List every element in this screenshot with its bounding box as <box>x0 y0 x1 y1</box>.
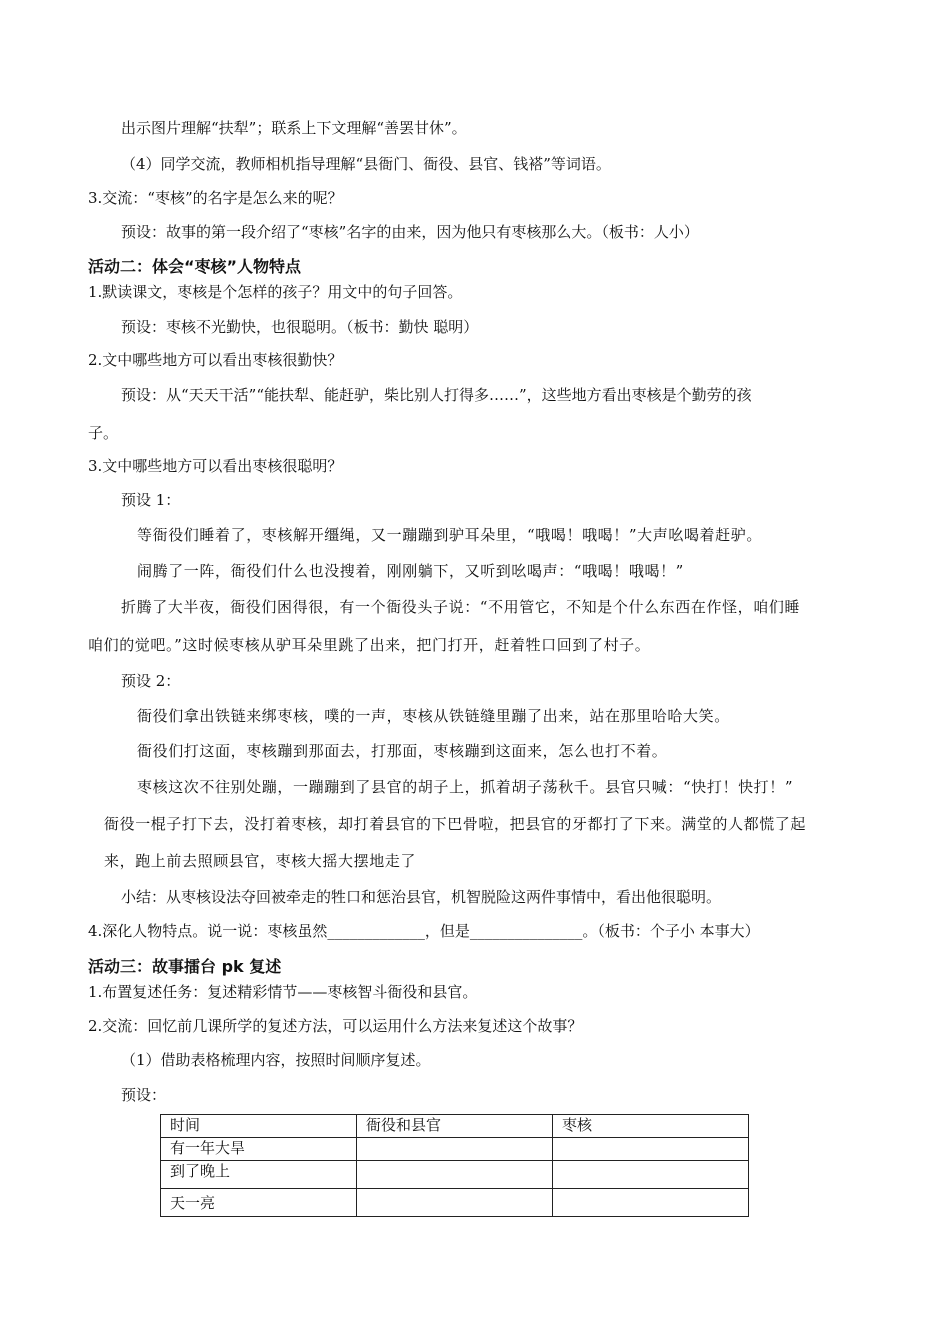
table-row <box>161 1138 749 1161</box>
table-cell <box>357 1138 553 1161</box>
quote-line: 来，跑上前去照顾县官，枣核大摇大摆地走了 <box>104 852 417 870</box>
text-line: 预设：枣核不光勤快，也很聪明。（板书：勤快 聪明） <box>121 318 479 336</box>
quote-line: 衙役们打这面，枣核蹦到那面去，打那面，枣核蹦到这面来，怎么也打不着。 <box>137 742 668 760</box>
text-line: 子。 <box>88 424 119 442</box>
text-line: 出示图片理解“扶犁”；联系上下文理解“善罢甘休”。 <box>121 119 467 137</box>
text-line: 1.默读课文，枣核是个怎样的孩子？用文中的句子回答。 <box>88 283 463 301</box>
text-line: 预设： <box>121 1086 167 1104</box>
text-line: 4.深化人物特点。说一说：枣核虽然_____________，但是_______________。（板书：个子小 本事大） <box>88 922 760 940</box>
text-line: （1）借助表格梳理内容，按照时间顺序复述。 <box>121 1051 431 1069</box>
table-header-cell: 时间 <box>161 1115 357 1138</box>
text-line: 2.文中哪些地方可以看出枣核很勤快？ <box>88 351 343 369</box>
text-line: 3.交流：“枣核”的名字是怎么来的呢？ <box>88 189 343 207</box>
text-line: （4）同学交流，教师相机指导理解“县衙门、衙役、县官、钱褡”等词语。 <box>121 155 611 173</box>
quote-line: 折腾了大半夜，衙役们困得很，有一个衙役头子说：“不用管它，不知是个什么东西在作怪，咱们睡 <box>121 598 801 616</box>
text-line: 1.布置复述任务：复述精彩情节——枣核智斗衙役和县官。 <box>88 983 478 1001</box>
table-cell: 天一亮 <box>161 1189 357 1217</box>
text-line: 预设 2： <box>121 672 181 690</box>
quote-line: 枣核这次不往别处蹦，一蹦蹦到了县官的胡子上，抓着胡子荡秋千。县官只喊：“快打！快打！” <box>137 778 794 796</box>
section-heading: 活动三：故事擂台 pk 复述 <box>88 957 282 976</box>
table-header-row <box>161 1115 749 1138</box>
quote-line: 等衙役们睡着了，枣核解开缰绳，又一蹦蹦到驴耳朵里，“哦喝！哦喝！”大声吆喝着赶驴。 <box>137 526 762 544</box>
text-line: 小结：从枣核设法夺回被牵走的牲口和惩治县官，机智脱险这两件事情中，看出他很聪明。 <box>121 888 722 906</box>
quote-line: 衙役一棍子打下去，没打着枣核，却打着县官的下巴骨啦，把县官的牙都打了下来。满堂的人都慌了起 <box>104 815 807 833</box>
timeline-table <box>160 1114 749 1217</box>
quote-line: 衙役们拿出铁链来绑枣核，噗的一声，枣核从铁链缝里蹦了出来，站在那里哈哈大笑。 <box>137 707 730 725</box>
table-header-cell: 枣核 <box>553 1115 749 1138</box>
quote-line: 咱们的觉吧。”这时候枣核从驴耳朵里跳了出来，把门打开，赶着牲口回到了村子。 <box>88 636 651 654</box>
table-header-cell: 衙役和县官 <box>357 1115 553 1138</box>
table-cell <box>357 1189 553 1217</box>
text-line: 预设：从“天天干活”“能扶犁、能赶驴，柴比别人打得多……”，这些地方看出枣核是个勤劳的孩 <box>121 386 752 404</box>
text-line: 预设：故事的第一段介绍了“枣核”名字的由来，因为他只有枣核那么大。（板书：人小） <box>121 223 699 241</box>
table-cell <box>553 1161 749 1189</box>
text-line: 3.文中哪些地方可以看出枣核很聪明？ <box>88 457 343 475</box>
table-row <box>161 1189 749 1217</box>
table-cell: 有一年大旱 <box>161 1138 357 1161</box>
table-cell <box>553 1138 749 1161</box>
table-cell <box>357 1161 553 1189</box>
section-heading: 活动二：体会“枣核”人物特点 <box>88 257 302 276</box>
text-line: 2.交流：回忆前几课所学的复述方法，可以运用什么方法来复述这个故事？ <box>88 1017 583 1035</box>
quote-line: 闹腾了一阵，衙役们什么也没搜着，刚刚躺下，又听到吆喝声：“哦喝！哦喝！” <box>137 562 684 580</box>
table-cell <box>553 1189 749 1217</box>
table-cell: 到了晚上 <box>161 1161 357 1189</box>
table-row <box>161 1161 749 1189</box>
text-line: 预设 1： <box>121 491 181 509</box>
